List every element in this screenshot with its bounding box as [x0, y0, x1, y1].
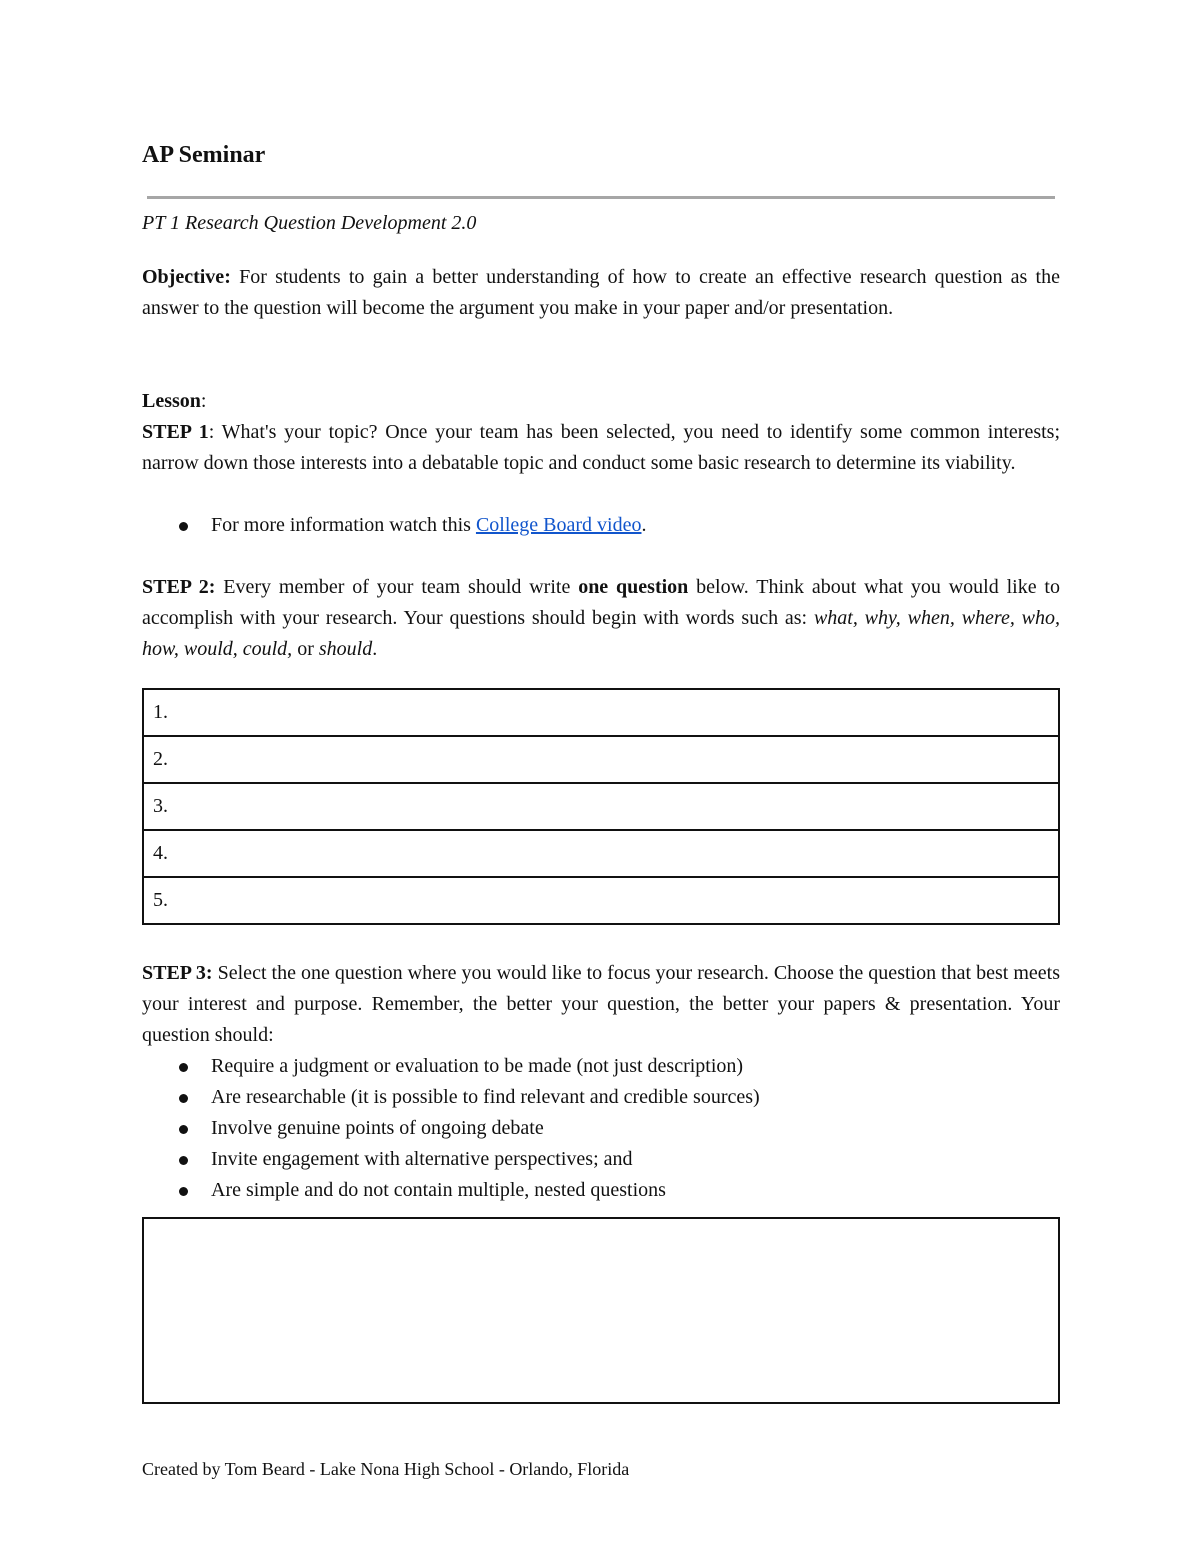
bullet-suffix: .	[641, 514, 647, 536]
question-cell[interactable]: 4.	[143, 830, 1059, 877]
question-cell[interactable]: 1.	[143, 689, 1059, 736]
list-item	[142, 1082, 1060, 1113]
selected-question-box[interactable]	[142, 1217, 1060, 1404]
table-row	[143, 736, 1059, 783]
step3-label: STEP 3:	[142, 962, 213, 984]
bullet-icon	[179, 1063, 188, 1072]
table-row	[143, 783, 1059, 830]
footer-credit: Created by Tom Beard - Lake Nona High School - Orlando, Florida	[142, 1459, 630, 1479]
list-item	[142, 1113, 1060, 1144]
table-row	[143, 689, 1059, 736]
bullet-icon	[179, 1187, 188, 1196]
bullet-prefix: For more information watch this	[211, 514, 476, 536]
list-item	[142, 1144, 1060, 1175]
bullet-icon	[179, 1156, 188, 1165]
question-table	[142, 688, 1060, 925]
college-board-video-link[interactable]: College Board video	[475, 514, 642, 536]
step2-text-b: below. Think about what you would like to accomplish with your research. Your questions should begin with words such as:	[142, 576, 1060, 629]
step2-text-c: or	[292, 638, 319, 660]
step1-bullets	[142, 510, 1060, 541]
criteria-text: Are researchable (it is possible to find relevant and credible sources)	[211, 1086, 760, 1108]
step2-italic-last: should	[318, 638, 373, 660]
lesson-colon: :	[200, 390, 207, 412]
step1-text: : What's your topic? Once your team has been selected, you need to identify some common interests; narrow down those interests into a debatable topic and conduct some basic research to determine its viability.	[142, 421, 1060, 474]
step2-label: STEP 2:	[142, 576, 216, 598]
criteria-text: Are simple and do not contain multiple, nested questions	[211, 1179, 666, 1201]
lesson-label: Lesson	[142, 390, 201, 412]
criteria-text: Involve genuine points of ongoing debate	[211, 1117, 544, 1139]
step1-label: STEP 1	[142, 421, 209, 443]
list-item	[142, 510, 1060, 541]
bullet-icon	[179, 522, 188, 531]
step1-paragraph	[142, 417, 1060, 479]
step2-italic-words: what, why, when, where, who, how, would, could,	[142, 607, 1060, 660]
question-cell[interactable]: 5.	[143, 877, 1059, 924]
bullet-icon	[179, 1094, 188, 1103]
step2-bold: one question	[578, 576, 689, 598]
bullet-icon	[179, 1125, 188, 1134]
step2-text-d: .	[372, 638, 378, 660]
title-divider	[147, 196, 1055, 199]
criteria-text: Invite engagement with alternative perspectives; and	[211, 1148, 633, 1170]
list-item	[142, 1175, 1060, 1206]
page-title: AP Seminar	[142, 142, 266, 168]
objective-label: Objective:	[142, 266, 231, 288]
table-row	[143, 877, 1059, 924]
question-cell[interactable]: 2.	[143, 736, 1059, 783]
step2-paragraph	[142, 572, 1060, 665]
question-cell[interactable]: 3.	[143, 783, 1059, 830]
criteria-text: Require a judgment or evaluation to be made (not just description)	[211, 1055, 744, 1077]
objective-paragraph	[142, 262, 1060, 324]
objective-text: For students to gain a better understanding of how to create an effective research question as the answer to the question will become the argument you make in your paper and/or presentation.	[142, 266, 1060, 319]
step3-criteria-list	[142, 1051, 1060, 1206]
lesson-heading	[142, 386, 1060, 417]
step3-paragraph	[142, 958, 1060, 1051]
table-row	[143, 830, 1059, 877]
list-item	[142, 1051, 1060, 1082]
step3-text: Select the one question where you would like to focus your research. Choose the question that best meets your interest and purpose. Remember, the better your question, the better your papers & presentation. Your question should:	[142, 962, 1061, 1046]
page-subtitle: PT 1 Research Question Development 2.0	[142, 212, 477, 234]
step2-text-a: Every member of your team should write	[215, 576, 579, 598]
